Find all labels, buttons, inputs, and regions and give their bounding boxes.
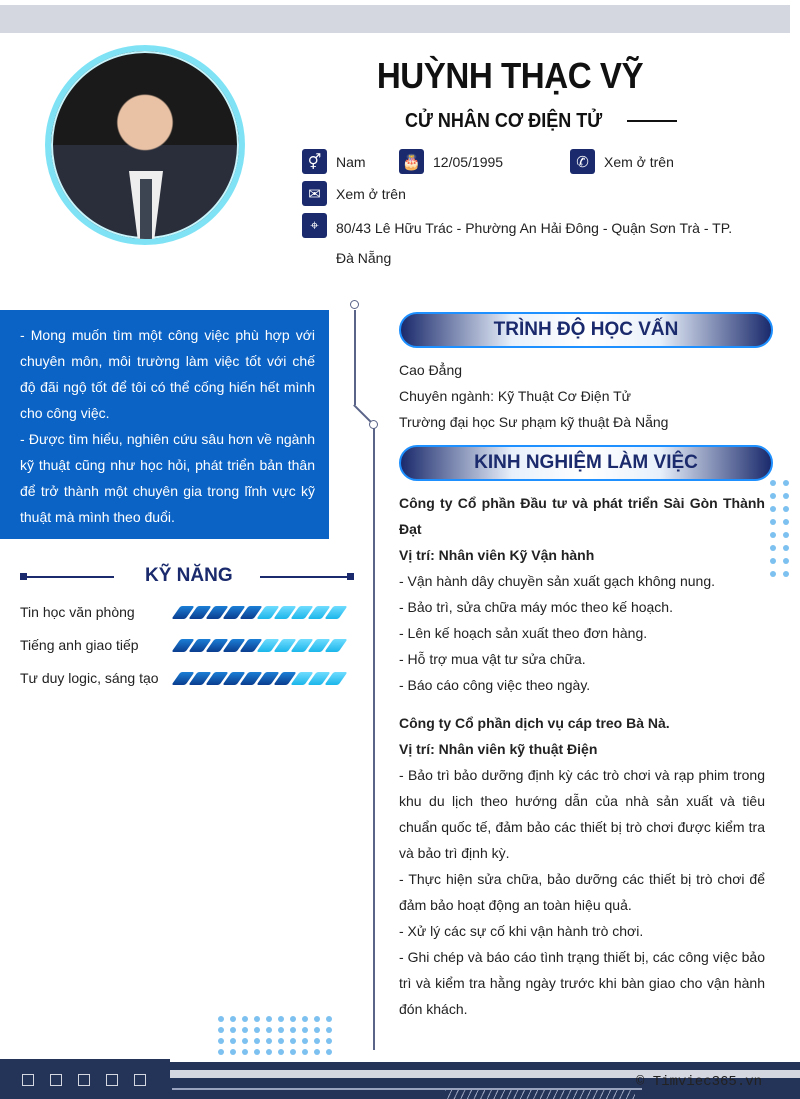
dot — [242, 1027, 248, 1033]
dot — [783, 506, 789, 512]
dot — [230, 1038, 236, 1044]
dot — [314, 1027, 320, 1033]
dot — [302, 1027, 308, 1033]
job-task: - Xử lý các sự cố khi vận hành trò chơi. — [399, 923, 644, 939]
timeline-line — [354, 310, 356, 405]
dot — [770, 558, 776, 564]
dot — [278, 1038, 284, 1044]
job-task: - Thực hiện sửa chữa, bảo dưỡng các thiết bị trò chơi để đảm bảo hoạt động an toàn hiệu quả. — [399, 871, 765, 913]
dot — [783, 571, 789, 577]
skill-rating-bar — [176, 672, 343, 685]
dot — [302, 1016, 308, 1022]
dot — [783, 519, 789, 525]
top-banner — [0, 5, 790, 33]
dot — [770, 480, 776, 486]
dot — [770, 493, 776, 499]
skills-title: KỸ NĂNG — [145, 565, 233, 586]
dot — [266, 1027, 272, 1033]
dot — [302, 1038, 308, 1044]
skill-rating-bar — [176, 639, 343, 652]
birthday-value: 12/05/1995 — [433, 154, 504, 170]
job-task: - Bảo trì bảo dưỡng định kỳ các trò chơi và rạp phim trong khu du lịch theo hướng dẫn của nhà sản xuất và tiêu chuẩn quốc tế, đảm bảo các thiết bị trò chơi được kiểm tra và bảo trì định kỳ. — [399, 767, 765, 861]
birthday-cake-icon: 🎂 — [399, 149, 424, 174]
job-task: - Bảo trì, sửa chữa máy móc theo kế hoạch. — [399, 599, 673, 615]
address-value: 80/43 Lê Hữu Trác - Phường An Hải Đông - Quận Sơn Trà - TP. Đà Nẵng — [336, 220, 733, 266]
gender-value: Nam — [336, 154, 366, 170]
dot — [218, 1027, 224, 1033]
job-task: - Vận hành dây chuyền sản xuất gạch không nung. — [399, 573, 716, 589]
dot — [314, 1016, 320, 1022]
skill-rating-bar — [176, 606, 343, 619]
dot — [290, 1049, 296, 1055]
skills-header — [20, 565, 354, 589]
dot — [254, 1038, 260, 1044]
dot — [783, 558, 789, 564]
company-name: Công ty Cổ phần Đầu tư và phát triển Sài Gòn Thành Đạt — [399, 495, 765, 537]
education-line: Cao Đẳng — [399, 362, 463, 378]
dot — [290, 1016, 296, 1022]
dot — [783, 532, 789, 538]
job-task: - Hỗ trợ mua vật tư sửa chữa. — [399, 651, 586, 667]
dot — [242, 1038, 248, 1044]
dot — [266, 1038, 272, 1044]
dot — [770, 532, 776, 538]
dot — [326, 1027, 332, 1033]
dot — [783, 480, 789, 486]
dot — [278, 1027, 284, 1033]
job-task: - Báo cáo công việc theo ngày. — [399, 677, 591, 693]
job-task: - Ghi chép và báo cáo tình trạng thiết bị, các công việc bảo trì và kiểm tra hằng ngày trước khi bàn giao cho vận hành đón khách. — [399, 949, 765, 1017]
dot — [770, 571, 776, 577]
dot — [230, 1016, 236, 1022]
dot — [278, 1049, 284, 1055]
copyright-text: © Timviec365.vn — [636, 1074, 763, 1090]
education-header: TRÌNH ĐỘ HỌC VẤN — [399, 312, 773, 348]
dot — [254, 1027, 260, 1033]
dot — [230, 1027, 236, 1033]
phone-icon: ✆ — [570, 149, 595, 174]
dot — [266, 1016, 272, 1022]
experience-header: KINH NGHIỆM LÀM VIỆC — [399, 445, 773, 481]
dot — [242, 1049, 248, 1055]
dot — [326, 1016, 332, 1022]
decorative-dots — [218, 1016, 332, 1055]
dot — [218, 1038, 224, 1044]
dot — [770, 506, 776, 512]
job-position: Vị trí: Nhân viên kỹ thuật Điện — [399, 741, 598, 757]
gender-icon: ⚥ — [302, 149, 327, 174]
dot — [290, 1027, 296, 1033]
dot — [326, 1049, 332, 1055]
dot — [770, 519, 776, 525]
dot — [218, 1049, 224, 1055]
phone-value: Xem ở trên — [604, 154, 674, 170]
dot — [218, 1016, 224, 1022]
job-title: CỬ NHÂN CƠ ĐIỆN TỬ — [405, 110, 603, 132]
dot — [770, 545, 776, 551]
email-icon: ✉ — [302, 181, 327, 206]
job-position: Vị trí: Nhân viên Kỹ Vận hành — [399, 547, 595, 563]
decorative-dots — [770, 480, 789, 577]
company-name: Công ty Cổ phần dịch vụ cáp treo Bà Nà. — [399, 715, 670, 731]
timeline-node — [369, 420, 378, 429]
dot — [783, 493, 789, 499]
dot — [290, 1038, 296, 1044]
skill-label: Tư duy logic, sáng tạo — [20, 670, 159, 686]
dot — [278, 1016, 284, 1022]
timeline-node — [350, 300, 359, 309]
footer-squares — [22, 1074, 146, 1086]
dot — [326, 1038, 332, 1044]
objective-paragraph: - Mong muốn tìm một công việc phù hợp với chuyên môn, môi trường làm việc tốt với chế độ đãi ngộ tốt để tôi có thể cống hiến hết mình cho công việc. — [20, 327, 315, 421]
education-line: Trường đại học Sư phạm kỹ thuật Đà Nẵng — [399, 414, 669, 430]
dot — [314, 1049, 320, 1055]
dot — [254, 1049, 260, 1055]
title-divider — [627, 120, 677, 122]
dot — [254, 1016, 260, 1022]
dot — [302, 1049, 308, 1055]
objective-paragraph: - Được tìm hiểu, nghiên cứu sâu hơn về ngành kỹ thuật cũng như học hỏi, phát triển bản thân để trở thành một chuyên gia trong lĩnh vực kỹ thuật mà mình theo đuổi. — [20, 431, 315, 525]
experience-content — [399, 490, 765, 1022]
candidate-name: HUỲNH THẠC VỸ — [376, 55, 644, 96]
email-value: Xem ở trên — [336, 186, 406, 202]
education-line: Chuyên ngành: Kỹ Thuật Cơ Điện Tử — [399, 388, 632, 404]
avatar-photo — [45, 45, 245, 245]
job-task: - Lên kế hoạch sản xuất theo đơn hàng. — [399, 625, 648, 641]
dot — [314, 1038, 320, 1044]
dot — [266, 1049, 272, 1055]
education-content — [399, 357, 765, 435]
skill-label: Tin học văn phòng — [20, 604, 135, 620]
footer-band — [0, 1062, 800, 1099]
career-objective — [0, 310, 329, 539]
dot — [242, 1016, 248, 1022]
location-icon: ⌖ — [302, 213, 327, 238]
skill-label: Tiếng anh giao tiếp — [20, 637, 139, 653]
dot — [230, 1049, 236, 1055]
timeline-line — [373, 425, 375, 1050]
dot — [783, 545, 789, 551]
